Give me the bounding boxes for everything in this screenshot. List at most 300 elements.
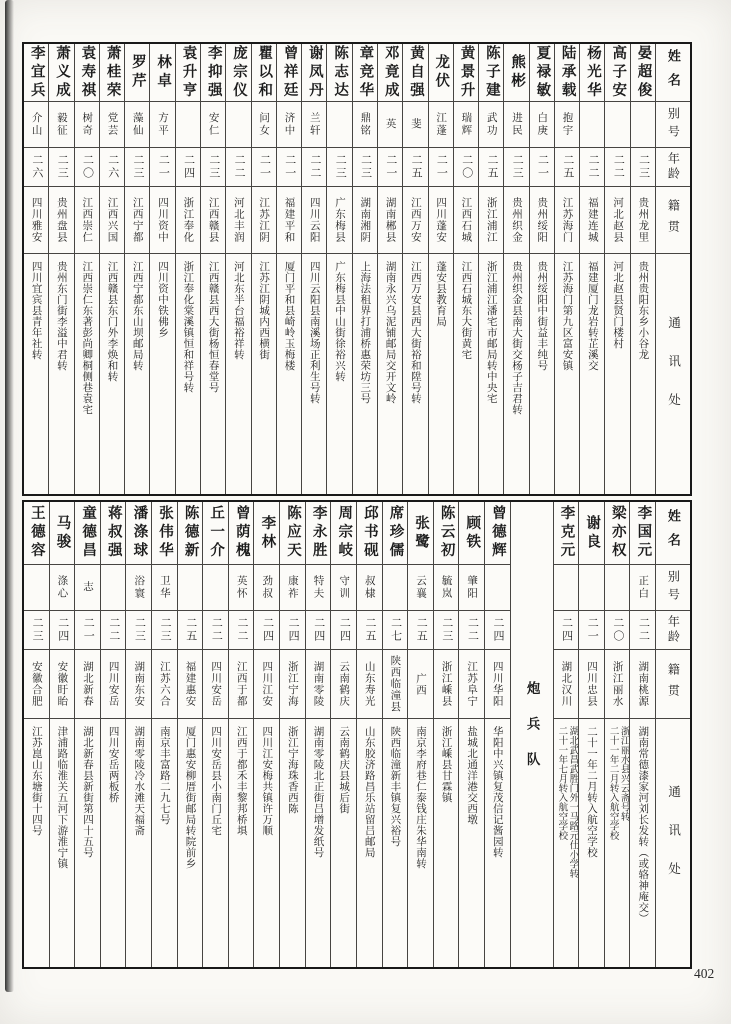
person-column	[579, 44, 604, 494]
person-native: 四川江安	[261, 661, 273, 707]
person-age: 二三	[31, 617, 44, 643]
address-cell	[277, 254, 301, 494]
name-cell	[201, 44, 225, 102]
person-native: 四川蓬安	[435, 197, 447, 243]
header-cell	[656, 719, 690, 967]
header-alias: 别号	[666, 569, 681, 606]
alias-cell	[454, 102, 478, 148]
alias-cell	[631, 102, 655, 148]
name-cell	[459, 502, 484, 565]
native-cell	[429, 187, 453, 254]
alias-cell	[125, 102, 149, 148]
address-line: 贵州东门街李溢中君转	[55, 261, 67, 371]
person-name: 丘一介	[208, 505, 225, 561]
native-cell	[50, 650, 75, 719]
age-cell	[75, 148, 99, 187]
address-line: 浙江宁海珠香西陈	[286, 726, 298, 814]
address-cell	[504, 254, 528, 494]
directory-table-bottom	[22, 500, 692, 969]
native-cell	[630, 650, 655, 719]
person-column	[100, 502, 126, 967]
person-column	[478, 44, 503, 494]
person-alias: 进民	[510, 112, 522, 137]
header-name: 姓名	[665, 48, 681, 97]
alias-cell	[579, 565, 604, 611]
person-age: 二四	[560, 617, 573, 643]
name-cell	[75, 44, 99, 102]
address-cell	[383, 719, 408, 967]
person-column	[407, 502, 433, 967]
person-native: 江西崇仁	[81, 197, 93, 243]
name-cell	[24, 502, 49, 565]
person-age: 二〇	[611, 617, 624, 643]
address-cell	[126, 719, 151, 967]
divider-column	[510, 502, 553, 967]
header-cell	[656, 650, 690, 719]
header-contact: 通讯处	[666, 785, 681, 901]
address-cell	[357, 719, 382, 967]
person-name: 庞宗仪	[231, 44, 247, 101]
alias-cell	[327, 102, 351, 148]
person-column	[74, 502, 100, 967]
address-line: 陕西临潼新丰镇复兴裕号	[389, 726, 401, 847]
address-line: 津浦路临淮关五河下游淮宁镇	[56, 726, 68, 869]
header-cell	[656, 502, 690, 565]
person-native: 江西万安	[409, 197, 421, 243]
native-cell	[353, 187, 377, 254]
person-native: 贵州盘县	[55, 197, 67, 243]
age-cell	[306, 611, 331, 650]
address-cell	[554, 719, 579, 967]
native-cell	[403, 187, 427, 254]
person-column	[484, 502, 510, 967]
address-line: 江西赣县西大街杨恒春堂号	[207, 261, 219, 393]
person-alias: 英怀	[235, 575, 247, 600]
native-cell	[479, 187, 503, 254]
person-alias: 抱宇	[561, 112, 573, 137]
address-line: 河北赵县贤门楼村	[612, 261, 624, 349]
alias-cell	[485, 565, 510, 611]
person-column	[458, 502, 484, 967]
person-alias: 志	[82, 581, 94, 594]
alias-cell	[226, 102, 250, 148]
header-cell	[656, 254, 690, 494]
person-native: 江西石城	[460, 197, 472, 243]
person-column	[402, 44, 427, 494]
name-cell	[49, 44, 73, 102]
name-cell	[327, 44, 351, 102]
person-column	[529, 44, 554, 494]
address-line: 江西崇仁东著彭尚卿桐侧巷袁宅	[81, 261, 93, 415]
name-cell	[126, 502, 151, 565]
age-cell	[357, 611, 382, 650]
address-line: 江西宁都东山坝邮局转	[131, 261, 143, 371]
person-native: 浙江丽水	[611, 661, 623, 707]
header-cell	[656, 102, 690, 148]
person-age: 二五	[410, 154, 423, 180]
person-native: 四川云阳	[308, 197, 320, 243]
person-native: 湖南桃源	[637, 661, 649, 707]
person-age: 二四	[261, 617, 274, 643]
person-alias: 介山	[30, 112, 42, 137]
person-name: 瞿以和	[256, 44, 273, 101]
person-native: 四川资中	[157, 197, 169, 243]
native-cell	[100, 187, 124, 254]
alias-cell	[383, 565, 408, 611]
header-name: 姓名	[665, 509, 681, 557]
age-cell	[331, 611, 356, 650]
address-cell	[226, 254, 250, 494]
age-cell	[434, 611, 459, 650]
person-column	[428, 44, 453, 494]
address-line: 福建厦门龙岩转芷溪交	[586, 261, 598, 371]
person-age: 二三	[133, 617, 146, 643]
person-native: 云南鹤庆	[338, 661, 350, 707]
native-cell	[631, 187, 655, 254]
person-alias: 叔棣	[363, 575, 375, 600]
age-cell	[580, 148, 604, 187]
address-cell	[605, 719, 630, 967]
address-line: 湖南永兴乌泥铺邮局交开文岭	[384, 261, 396, 404]
alias-cell	[306, 565, 331, 611]
person-age: 二二	[309, 154, 321, 180]
address-cell	[75, 719, 100, 967]
person-name: 陈云初	[438, 505, 455, 561]
person-age: 二三	[159, 617, 172, 643]
alias-cell	[176, 102, 200, 148]
alias-cell	[24, 102, 48, 148]
alias-cell	[277, 102, 301, 148]
person-column	[305, 502, 331, 967]
name-cell	[302, 44, 326, 102]
person-name: 顾铁	[464, 514, 481, 552]
native-cell	[357, 650, 382, 719]
name-cell	[254, 502, 279, 565]
address-cell	[579, 719, 604, 967]
age-cell	[126, 611, 151, 650]
address-line: 湖南零陵北正街吕增发纸号	[312, 726, 324, 858]
address-cell	[101, 719, 126, 967]
person-column	[24, 44, 48, 494]
person-name: 晏超俊	[635, 44, 652, 101]
age-cell	[504, 148, 528, 187]
address-line: 江苏江阴城内西横街	[258, 261, 270, 360]
name-cell	[100, 44, 124, 102]
person-age: 二一	[82, 617, 95, 643]
native-cell	[178, 650, 203, 719]
native-cell	[579, 650, 604, 719]
person-alias: 毓岚	[440, 575, 452, 600]
address-line: 厦门平和县崎岭玉梅楼	[283, 261, 295, 371]
age-cell	[459, 611, 484, 650]
address-line: 南京丰富路二九七号	[158, 726, 170, 825]
person-column	[326, 44, 351, 494]
address-line: 贵州绥阳中街益丰纯号	[536, 261, 548, 371]
alias-cell	[50, 565, 75, 611]
native-cell	[554, 650, 579, 719]
person-native: 贵州龙里	[637, 197, 649, 243]
name-cell	[383, 502, 408, 565]
name-cell	[605, 502, 630, 565]
person-native: 河北丰润	[232, 197, 244, 243]
person-age: 二四	[492, 617, 505, 643]
person-age: 二五	[415, 617, 428, 643]
person-age: 二一	[258, 154, 271, 180]
age-cell	[579, 611, 604, 650]
address-line: 湖北新春县新街第四十五号	[82, 726, 94, 858]
age-cell	[454, 148, 478, 187]
person-column	[356, 502, 382, 967]
person-column	[553, 502, 579, 967]
person-name: 李抑强	[205, 44, 222, 101]
person-age: 二二	[612, 154, 625, 180]
header-age: 年龄	[666, 152, 681, 182]
header-cell	[656, 565, 690, 611]
person-native: 江西兴国	[106, 197, 118, 243]
person-alias: 白庚	[536, 112, 548, 137]
person-alias: 康祚	[286, 575, 298, 600]
person-column	[177, 502, 203, 967]
person-native: 江苏江阴	[258, 197, 270, 243]
native-cell	[485, 650, 510, 719]
person-native: 江苏阜宁	[466, 661, 478, 707]
alias-cell	[49, 102, 73, 148]
age-cell	[630, 611, 655, 650]
person-age: 二三	[440, 617, 453, 643]
alias-cell	[75, 102, 99, 148]
address-line: 云南鹤庆县城后街	[338, 726, 350, 814]
age-cell	[201, 148, 225, 187]
person-name: 林卓	[155, 54, 172, 91]
address-line: 河北东半台福裕祥转	[232, 261, 244, 360]
alias-cell	[630, 565, 655, 611]
name-cell	[429, 44, 453, 102]
address-line: 四川安岳两板桥	[107, 726, 119, 803]
alias-cell	[378, 102, 402, 148]
address-cell	[580, 254, 604, 494]
person-alias: 守训	[338, 575, 350, 600]
native-cell	[254, 650, 279, 719]
age-cell	[203, 611, 228, 650]
address-line: 江西于都禾丰黎邦桥埧	[235, 726, 247, 836]
person-alias: 浴寰	[133, 575, 145, 600]
address-line: 二十一年二月转入航空学校	[586, 726, 597, 858]
age-cell	[479, 148, 503, 187]
person-age: 二一	[435, 154, 448, 180]
person-alias: 瑞辉	[460, 112, 472, 137]
person-name: 袁寿祺	[79, 44, 96, 101]
name-cell	[403, 44, 427, 102]
header-cell	[656, 187, 690, 254]
name-cell	[277, 44, 301, 102]
person-column	[433, 502, 459, 967]
person-age: 二二	[107, 617, 120, 643]
age-cell	[327, 148, 351, 187]
native-cell	[504, 187, 528, 254]
alias-cell	[254, 565, 279, 611]
person-native: 江西宁都	[131, 197, 143, 243]
name-cell	[353, 44, 377, 102]
alias-cell	[24, 565, 49, 611]
address-line: 厦门惠安柳厝街邮局转院前乡	[184, 726, 196, 869]
person-native: 浙江奉化	[182, 197, 194, 243]
person-name: 童德昌	[80, 505, 97, 561]
person-name: 黄自强	[407, 44, 424, 101]
person-native: 贵州绥阳	[536, 197, 548, 243]
person-name: 梁亦权	[609, 505, 626, 561]
person-name: 张伟华	[156, 505, 173, 561]
person-column	[253, 502, 279, 967]
name-cell	[178, 502, 203, 565]
person-name: 陆承载	[559, 44, 576, 101]
address-cell	[75, 254, 99, 494]
person-age: 二一	[586, 617, 599, 643]
age-cell	[383, 611, 408, 650]
person-alias: 鼎铭	[359, 112, 371, 137]
name-cell	[605, 44, 629, 102]
person-name: 萧桂荣	[104, 44, 121, 101]
person-age: 二三	[132, 154, 145, 180]
age-cell	[226, 148, 250, 187]
age-cell	[150, 148, 174, 187]
person-name: 龙伏	[433, 54, 450, 91]
person-age: 二五	[485, 154, 498, 180]
native-cell	[580, 187, 604, 254]
address-cell	[280, 719, 305, 967]
address-cell	[252, 254, 276, 494]
age-cell	[302, 148, 326, 187]
person-alias: 藻仙	[131, 112, 143, 137]
person-age: 二〇	[460, 154, 473, 180]
name-cell	[554, 502, 579, 565]
person-name: 章竞华	[357, 44, 374, 101]
address-cell	[306, 719, 331, 967]
person-column	[48, 44, 73, 494]
person-column	[382, 502, 408, 967]
native-cell	[331, 650, 356, 719]
person-native: 广西	[414, 672, 426, 696]
person-column	[377, 44, 402, 494]
alias-cell	[353, 102, 377, 148]
person-column	[124, 44, 149, 494]
name-cell	[331, 502, 356, 565]
address-cell	[403, 254, 427, 494]
native-cell	[152, 650, 177, 719]
person-age: 二一	[157, 154, 170, 180]
person-alias: 涤心	[56, 575, 68, 600]
age-cell	[554, 611, 579, 650]
age-cell	[353, 148, 377, 187]
address-line: 湖南常德漆家河刘长发转（或辂神庵交）	[637, 726, 649, 924]
person-name: 邱书砚	[361, 505, 378, 561]
person-name: 黄景升	[458, 44, 475, 101]
address-cell	[125, 254, 149, 494]
age-cell	[24, 611, 49, 650]
name-cell	[75, 502, 100, 565]
person-name: 曾德辉	[489, 505, 506, 561]
age-cell	[252, 148, 276, 187]
person-name: 李克元	[558, 505, 575, 561]
person-column	[24, 502, 49, 967]
row-header-column	[655, 502, 690, 967]
alias-cell	[201, 102, 225, 148]
person-name: 罗芹	[129, 54, 146, 91]
address-cell	[327, 254, 351, 494]
person-name: 曾荫槐	[233, 505, 250, 561]
native-cell	[201, 187, 225, 254]
alias-cell	[203, 565, 228, 611]
name-cell	[579, 502, 604, 565]
name-cell	[555, 44, 579, 102]
native-cell	[280, 650, 305, 719]
address-cell	[378, 254, 402, 494]
person-name: 邓竟成	[382, 44, 399, 101]
name-cell	[101, 502, 126, 565]
person-native: 四川雅安	[30, 197, 42, 243]
person-name: 马骏	[54, 514, 71, 552]
address-cell	[100, 254, 124, 494]
age-cell	[100, 148, 124, 187]
person-native: 四川安岳	[210, 661, 222, 707]
address-cell	[150, 254, 174, 494]
person-age: 二五	[184, 617, 197, 643]
person-age: 二三	[637, 154, 650, 180]
age-cell	[429, 148, 453, 187]
age-cell	[176, 148, 200, 187]
person-name: 陈子建	[483, 44, 500, 101]
alias-cell	[554, 565, 579, 611]
alias-cell	[357, 565, 382, 611]
person-column	[125, 502, 151, 967]
person-native: 江西于都	[235, 661, 247, 707]
name-cell	[152, 502, 177, 565]
address-cell	[229, 719, 254, 967]
person-native: 江西赣县	[207, 197, 219, 243]
name-cell	[378, 44, 402, 102]
person-column	[225, 44, 250, 494]
address-cell	[408, 719, 433, 967]
name-cell	[50, 502, 75, 565]
age-cell	[530, 148, 554, 187]
address-line: 浙江嵊县甘霖镇	[440, 726, 452, 803]
person-name: 陈志达	[332, 44, 349, 101]
name-cell	[24, 44, 48, 102]
person-native: 安徽合肥	[30, 661, 42, 707]
person-name: 蒋叔强	[105, 505, 122, 561]
person-native: 广东梅县	[334, 197, 346, 243]
person-column	[503, 44, 528, 494]
name-cell	[631, 44, 655, 102]
address-cell	[302, 254, 326, 494]
person-column	[149, 44, 174, 494]
alias-cell	[403, 102, 427, 148]
age-cell	[152, 611, 177, 650]
native-cell	[434, 650, 459, 719]
address-cell	[485, 719, 510, 967]
person-native: 陕西临潼县	[389, 655, 401, 713]
address-line: 浙江奉化棠溪镇恒和祥号转	[182, 261, 194, 393]
address-line: 湖南零陵冷水滩天福斋	[133, 726, 145, 836]
name-cell	[150, 44, 174, 102]
header-contact: 通讯处	[666, 316, 681, 432]
person-native: 湖北新春	[82, 661, 94, 707]
age-cell	[75, 611, 100, 650]
name-cell	[357, 502, 382, 565]
alias-cell	[479, 102, 503, 148]
address-line: 贵州织金县南大街交杨子吉君转	[510, 261, 522, 415]
person-name: 袁升亨	[180, 44, 197, 101]
person-column	[276, 44, 301, 494]
